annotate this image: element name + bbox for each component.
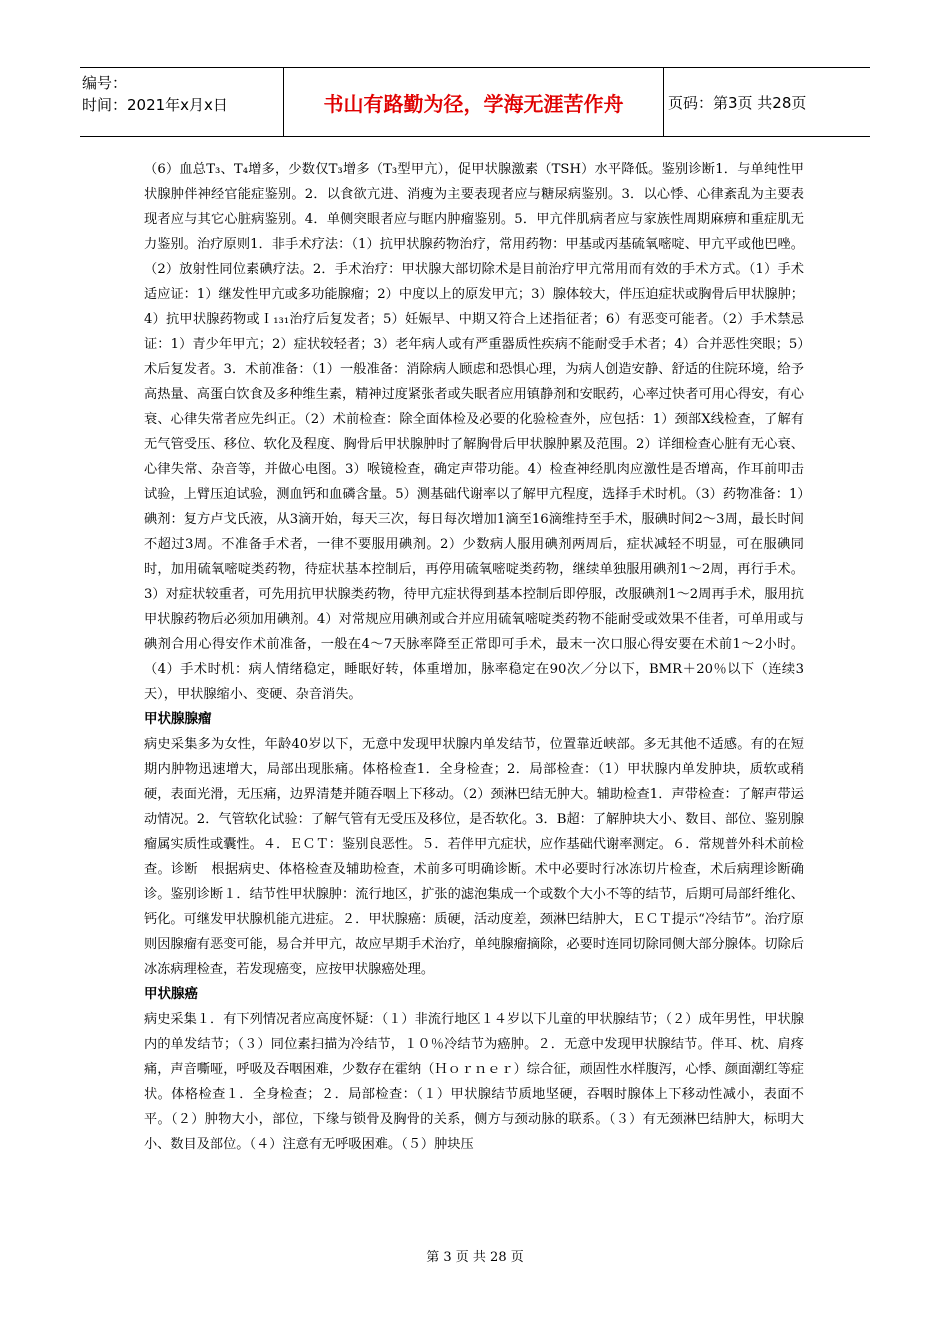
page-header <box>80 67 870 137</box>
document-body <box>144 157 804 1157</box>
header-slogan: 书山有路勤为径，学海无涯苦作舟 <box>284 68 664 136</box>
paragraph-thyroid-adenoma: 病史采集多为女性，年龄40岁以下，无意中发现甲状腺内单发结节，位置靠近峡部。多无其他不适感。有的在短期内肿物迅速增大，局部出现胀痛。体格检查1．全身检查；2．局部检查：（1）甲状腺内单发肿块，质软或稍硬，表面光滑，无压痛，边界清楚并随吞咽上下移动。（2）颈淋巴结无肿大。辅助检查1．声带检查：了解声带运动情况。2．气管软化试验：了解气管有无受压及移位，是否软化。3．B超：了解肿块大小、数目、部位、鉴别腺瘤属实质性或囊性。４．ＥＣＴ：鉴别良恶性。５．若伴甲亢症状，应作基础代谢率测定。６．常规普外科术前检查。诊断 根据病史、体格检查及辅助检查，术前多可明确诊断。术中必要时行冰冻切片检查，术后病理诊断确诊。鉴别诊断１．结节性甲状腺肿：流行地区，扩张的滤泡集成一个或数个大小不等的结节，后期可局部纤维化、钙化。可继发甲状腺机能亢进症。２．甲状腺癌：质硬，活动度差，颈淋巴结肿大，ＥＣＴ提示“冷结节”。治疗原则因腺瘤有恶变可能，易合并甲亢，故应早期手术治疗，单纯腺瘤摘除，必要时连同切除同侧大部分腺体。切除后冰冻病理检查，若发现癌变，应按甲状腺癌处理。 <box>144 737 804 977</box>
page-footer: 第 3 页 共 28 页 <box>426 1250 524 1265</box>
document-number-label: 编号： <box>82 74 128 92</box>
document-date: 时间：2021年x月x日 <box>82 96 228 114</box>
header-page-info: 页码：第3页 共28页 <box>668 93 807 112</box>
heading-thyroid-cancer: 甲状腺癌 <box>144 986 198 1002</box>
header-meta <box>80 68 284 136</box>
paragraph-thyroid-cancer: 病史采集１．有下列情况者应高度怀疑：（１）非流行地区１４岁以下儿童的甲状腺结节；（２）成年男性，甲状腺内的单发结节；（３）同位素扫描为冷结节，１０％冷结节为癌肿。２．无意中发现甲状腺结节。伴耳、枕、肩疼痛，声音嘶哑，呼吸及吞咽困难，少数存在霍纳（Ｈｏｒｎｅｒ）综合征，顽固性水样腹泻，心悸、颜面潮红等症状。体格检查１．全身检查；２．局部检查：（１）甲状腺结节质地坚硬，吞咽时腺体上下移动性减小，表面不平。（２）肿物大小，部位，下缘与锁骨及胸骨的关系，侧方与颈动脉的联系。（３）有无颈淋巴结肿大，标明大小、数目及部位。（４）注意有无呼吸困难。（５）肿块压 <box>144 1012 804 1152</box>
heading-thyroid-adenoma: 甲状腺腺瘤 <box>144 711 212 727</box>
paragraph-hyperthyroid-treatment: （6）血总T₃、T₄增多，少数仅T₃增多（T₃型甲亢），促甲状腺激素（TSH）水平降低。鉴别诊断1．与单纯性甲状腺肿伴神经官能症鉴别。2．以食欲亢进、消瘦为主要表现者应与糖尿病鉴别。3．以心悸、心律紊乱为主要表现者应与其它心脏病鉴别。4．单侧突眼者应与眶内肿瘤鉴别。5．甲亢伴肌病者应与家族性周期麻痹和重症肌无力鉴别。治疗原则1．非手术疗法：（1）抗甲状腺药物治疗，常用药物：甲基或丙基硫氧嘧啶、甲亢平或他巴唑。（2）放射性同位素碘疗法。2．手术治疗：甲状腺大部切除术是目前治疗甲亢常用而有效的手术方式。（1）手术适应证：1）继发性甲亢或多功能腺瘤；2）中度以上的原发甲亢；3）腺体较大，伴压迫症状或胸骨后甲状腺肿；4）抗甲状腺药物或Ｉ₁₃₁治疗后复发者；5）妊娠早、中期又符合上述指征者；6）有恶变可能者。（2）手术禁忌证：1）青少年甲亢；2）症状较轻者；3）老年病人或有严重器质性疾病不能耐受手术者；4）合并恶性突眼；5）术后复发者。3．术前准备：（1）一般准备：消除病人顾虑和恐惧心理，为病人创造安静、舒适的住院环境，给予高热量、高蛋白饮食及多种维生素，精神过度紧张者或失眠者应用镇静剂和安眠药，心率过快者可用心得安，有心衰、心律失常者应先纠正。（2）术前检查：除全面体检及必要的化验检查外，应包括：1）颈部X线检查，了解有无气管受压、移位、软化及程度、胸骨后甲状腺肿时了解胸骨后甲状腺肿累及范围。2）详细检查心脏有无心衰、心律失常、杂音等，并做心电图。3）喉镜检查，确定声带功能。4）检查神经肌肉应激性是否增高，作耳前叩击试验，上臂压迫试验，测血钙和血磷含量。5）测基础代谢率以了解甲亢程度，选择手术时机。（3）药物准备：1）碘剂：复方卢戈氏液，从3滴开始，每天三次，每日每次增加1滴至16滴维持至手术，服碘时间2～3周，最长时间不超过3周。不准备手术者，一律不要服用碘剂。2）少数病人服用碘剂两周后，症状减轻不明显，可在服碘同时，加用硫氧嘧啶类药物，待症状基本控制后，再停用硫氧嘧啶类药物，继续单独服用碘剂1～2周，再行手术。3）对症状较重者，可先用抗甲状腺类药物，待甲亢症状得到基本控制后即停服，改服碘剂1～2周再手术，服用抗甲状腺药物后必须加用碘剂。4）对常规应用碘剂或合并应用硫氧嘧啶类药物不能耐受或效果不佳者，可单用或与碘剂合用心得安作术前准备，一般在4～7天脉率降至正常即可手术，最末一次口服心得安要在术前1～2小时。（4）手术时机：病人情绪稳定，睡眠好转，体重增加，脉率稳定在90次／分以下，BMR＋20％以下（连续3天），甲状腺缩小、变硬、杂音消失。 <box>144 162 804 702</box>
